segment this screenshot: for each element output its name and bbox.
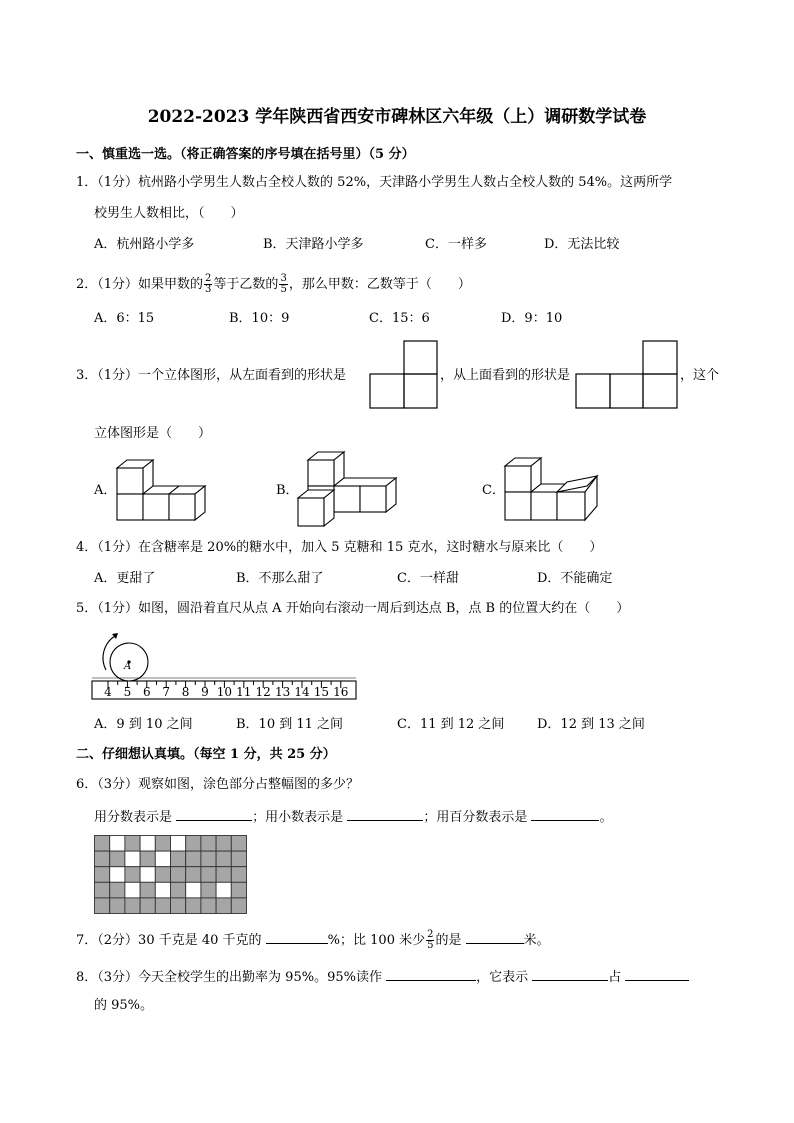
q8-mid: ，它表示 [476, 970, 529, 985]
q4-option-c: C．一样甜 [397, 571, 459, 586]
grid-cell [110, 851, 125, 867]
q2-post: ，那么甲数：乙数等于（ ） [288, 277, 471, 292]
ruler-tick-label: 13 [274, 685, 291, 699]
grid-cell [110, 898, 125, 914]
q6-decimal-blank[interactable] [347, 808, 423, 821]
exam-title: 2022-2023 学年陕西省西安市碑林区六年级（上）调研数学试卷 [147, 107, 647, 127]
grid-cell [186, 867, 201, 883]
q1-option-d: D．无法比较 [544, 237, 620, 252]
q8-text-line2: 的 95%。 [94, 998, 154, 1013]
q4-option-d: D．不能确定 [537, 571, 613, 586]
grid-cell [140, 882, 155, 898]
grid-cell [186, 898, 201, 914]
q8-meaning-blank-2[interactable] [625, 968, 689, 981]
q2-frac1-den: 3 [205, 284, 212, 295]
q6-text: 6．（3分）观察如图，涂色部分占整幅图的多少？ [76, 777, 360, 792]
q3-text-pre: 3．（1分）一个立体图形，从左面看到的形状是 [76, 368, 347, 383]
q2-option-c: C．15：6 [369, 311, 430, 326]
grid-cell [95, 867, 110, 883]
q6-end: 。 [599, 810, 613, 825]
grid-cell [171, 851, 186, 867]
q8-pre: 8．（3分）今天全校学生的出勤率为 95%。95%读作 [76, 970, 382, 985]
q7-meter-blank[interactable] [466, 931, 524, 944]
grid-cell [216, 867, 231, 883]
q1-option-a: A．杭州路小学多 [94, 237, 195, 252]
q7-post: 米。 [523, 933, 550, 948]
grid-cell [216, 882, 231, 898]
q2-option-a: A．6：15 [94, 311, 155, 326]
q5-option-a: A．9 到 10 之间 [94, 717, 193, 732]
q3-option-b-solid [298, 452, 402, 528]
grid-cell [186, 836, 201, 852]
ruler-tick-label: 12 [255, 685, 271, 699]
grid-cell [140, 836, 155, 852]
grid-cell [201, 851, 216, 867]
grid-cell [125, 882, 140, 898]
ruler-tick-label: 9 [201, 685, 209, 699]
q7-percent-blank[interactable] [266, 931, 328, 944]
grid-cell [231, 867, 246, 883]
q5-option-c: C．11 到 12 之间 [397, 717, 505, 732]
grid-cell [171, 867, 186, 883]
q1-option-c: C．一样多 [425, 237, 487, 252]
grid-cell [171, 836, 186, 852]
q8-read-blank[interactable] [386, 968, 476, 981]
q4-option-a: A．更甜了 [94, 571, 156, 586]
grid-cell [110, 867, 125, 883]
q3-option-b-label: B． [276, 483, 299, 498]
grid-cell [216, 836, 231, 852]
q2-mid: 等于乙数的 [213, 277, 279, 292]
ruler-tick-label: 5 [123, 685, 132, 699]
q6-fraction-blank[interactable] [176, 808, 252, 821]
grid-cell [201, 836, 216, 852]
q3-text-post: ，这个 [680, 368, 720, 383]
grid-cell [231, 882, 246, 898]
grid-cell [201, 898, 216, 914]
q4-option-b: B．不那么甜了 [236, 571, 324, 586]
q7-text [76, 930, 550, 951]
ruler-tick-label: 8 [181, 685, 190, 699]
q2-frac1-num: 2 [205, 273, 212, 284]
grid-cell [140, 898, 155, 914]
section-2-heading: 二、仔细想认真填。（每空 1 分，共 25 分） [76, 747, 336, 762]
q3-option-c-label: C． [482, 483, 505, 498]
grid-cell [186, 851, 201, 867]
ruler-tick-label: 10 [216, 685, 233, 699]
q3-left-view-figure [370, 341, 438, 409]
q7-frac-num: 2 [427, 929, 434, 940]
grid-cell [125, 867, 140, 883]
section-1-heading: 一、慎重选一选。（将正确答案的序号填在括号里）（5 分） [76, 147, 415, 162]
grid-cell [231, 836, 246, 852]
q6-fill2-label: ；用小数表示是 [252, 810, 344, 825]
q5-option-b: B．10 到 11 之间 [236, 717, 344, 732]
q5-point-a-label: A [124, 661, 132, 672]
q7-mid2: 的是 [435, 933, 462, 948]
q3-option-a-solid [117, 458, 207, 520]
ruler-tick-label: 6 [142, 685, 151, 699]
q8-meaning-blank-1[interactable] [532, 968, 608, 981]
q7-frac-den: 5 [427, 940, 434, 951]
q3-text-mid: ，从上面看到的形状是 [440, 368, 571, 383]
grid-cell [186, 882, 201, 898]
q2-frac2-den: 5 [280, 284, 287, 295]
q3-option-a-label: A． [94, 483, 117, 498]
grid-cell [216, 898, 231, 914]
q6-fill-line [94, 808, 612, 826]
q1-text-line2: 校男生人数相比，（ ） [94, 206, 244, 221]
ruler-tick-label: 14 [294, 685, 310, 699]
q6-fill1-label: 用分数表示是 [94, 810, 173, 825]
grid-cell [125, 851, 140, 867]
q3-text-line2: 立体图形是（ ） [94, 426, 212, 441]
q6-grid-figure [94, 835, 248, 915]
q3-option-c-solid [505, 456, 599, 522]
ruler-tick-label: 4 [104, 685, 112, 699]
q2-option-b: B．10：9 [229, 311, 290, 326]
q5-option-d: D．12 到 13 之间 [537, 717, 645, 732]
grid-cell [140, 851, 155, 867]
grid-cell [95, 882, 110, 898]
grid-cell [155, 882, 170, 898]
grid-cell [95, 898, 110, 914]
grid-cell [171, 898, 186, 914]
q7-pre: 7．（2分）30 千克是 40 千克的 [76, 933, 262, 948]
q2-fraction-2 [279, 274, 287, 295]
ruler-tick-label: 16 [333, 685, 349, 699]
q4-text: 4．（1分）在含糖率是 20%的糖水中，加入 5 克糖和 15 克水，这时糖水与原来比（ ） [76, 540, 603, 555]
grid-cell [155, 851, 170, 867]
grid-cell [125, 898, 140, 914]
ruler-tick-label: 15 [313, 685, 330, 699]
grid-cell [171, 882, 186, 898]
q2-option-d: D．9：10 [501, 311, 563, 326]
q6-percent-blank[interactable] [531, 808, 599, 821]
ruler-tick-label: 7 [162, 685, 170, 699]
q2-text [76, 274, 471, 295]
q3-top-view-figure [576, 341, 678, 409]
grid-cell [95, 836, 110, 852]
grid-cell [140, 867, 155, 883]
grid-cell [231, 898, 246, 914]
grid-cell [201, 867, 216, 883]
grid-cell [231, 851, 246, 867]
q2-frac2-num: 3 [280, 273, 287, 284]
grid-cell [110, 836, 125, 852]
grid-cell [155, 898, 170, 914]
grid-cell [201, 882, 216, 898]
grid-cell [155, 867, 170, 883]
ruler-tick-label: 11 [236, 685, 252, 699]
q5-text: 5．（1分）如图，圆沿着直尺从点 A 开始向右滚动一周后到达点 B，点 B 的位置大约在（ ） [76, 601, 630, 616]
grid-cell [110, 882, 125, 898]
grid-cell [216, 851, 231, 867]
q1-option-b: B．天津路小学多 [263, 237, 364, 252]
q8-text-line1 [76, 968, 689, 986]
q6-fill3-label: ；用百分数表示是 [423, 810, 528, 825]
q1-text-line1: 1．（1分）杭州路小学男生人数占全校人数的 52%，天津路小学男生人数占全校人数的 54%。这两所学 [76, 175, 673, 190]
grid-cell [95, 851, 110, 867]
q8-mid2: 占 [608, 970, 622, 985]
q7-mid: %；比 100 米少 [327, 933, 426, 948]
q2-pre: 2．（1分）如果甲数的 [76, 277, 204, 292]
q7-fraction [426, 930, 434, 951]
grid-cell [125, 836, 140, 852]
q2-fraction-1 [204, 274, 212, 295]
grid-cell [155, 836, 170, 852]
